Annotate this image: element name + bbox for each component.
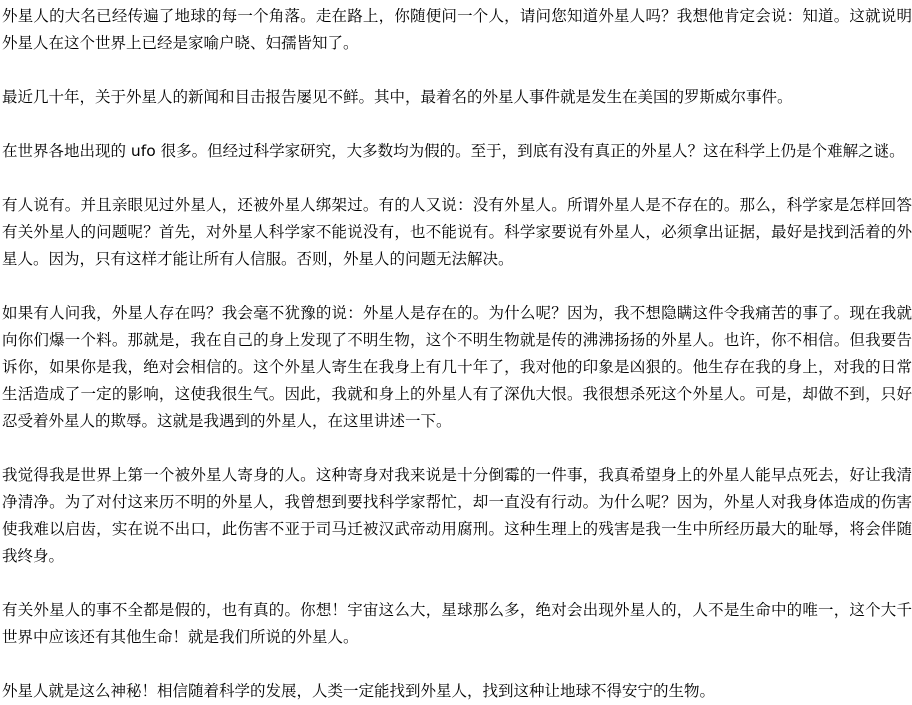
paragraph-ufo: 在世界各地出现的 ufo 很多。但经过科学家研究，大多数均为假的。至于，到底有没有真正的外星人？这在科学上仍是个难解之谜。 [2,142,905,160]
paragraph-debate: 有人说有。并且亲眼见过外星人，还被外星人绑架过。有的人又说：没有外星人。所谓外星人是不存在的。那么，科学家是怎样回答有关外星人的问题呢？首先，对外星人科学家不能说没有，也不能说有。科学家要说有外星人，必须拿出证据，最好是找到活着的外星人。因为，只有这样才能让所有人信服。否则，外星人的问题无法解决。 [2,196,912,268]
paragraph-parasite: 我觉得我是世界上第一个被外星人寄身的人。这种寄身对我来说是十分倒霉的一件事，我真希望身上的外星人能早点死去，好让我清净清净。为了对付这来历不明的外星人，我曾想到要找科学家帮忙，却一直没有行动。为什么呢？因为，外星人对我身体造成的伤害使我难以启齿，实在说不出口，此伤害不亚于司马迁被汉武帝动用腐刑。这种生理上的残害是我一生中所经历最大的耻辱，将会伴随我终身。 [2,466,912,565]
paragraph-confession: 如果有人问我，外星人存在吗？我会毫不犹豫的说：外星人是存在的。为什么呢？因为，我不想隐瞒这件令我痛苦的事了。现在我就向你们爆一个料。那就是，我在自己的身上发现了不明生物，这个不明生物就是传的沸沸扬扬的外星人。也许，你不相信。但我要告诉你，如果你是我，绝对会相信的。这个外星人寄生在我身上有几十年了，我对他的印象是凶狠的。他生存在我的身上，对我的日常生活造成了一定的影响，这使我很生气。因此，我就和身上的外星人有了深仇大恨。我很想杀死这个外星人。可是，却做不到，只好忍受着外星人的欺辱。这就是我遇到的外星人，在这里讲述一下。 [2,304,912,430]
paragraph-universe: 有关外星人的事不全都是假的，也有真的。你想！宇宙这么大，星球那么多，绝对会出现外星人的，人不是生命中的唯一，这个大千世界中应该还有其他生命！就是我们所说的外星人。 [2,601,912,646]
paragraph-conclusion: 外星人就是这么神秘！相信随着科学的发展，人类一定能找到外星人，找到这种让地球不得安宁的生物。 [2,682,716,700]
paragraph-news: 最近几十年，关于外星人的新闻和目击报告屡见不鲜。其中，最着名的外星人事件就是发生在美国的罗斯威尔事件。 [2,88,793,106]
paragraph-intro: 外星人的大名已经传遍了地球的每一个角落。走在路上，你随便问一个人，请问您知道外星人吗？我想他肯定会说：知道。这就说明外星人在这个世界上已经是家喻户晓、妇孺皆知了。 [2,7,912,52]
